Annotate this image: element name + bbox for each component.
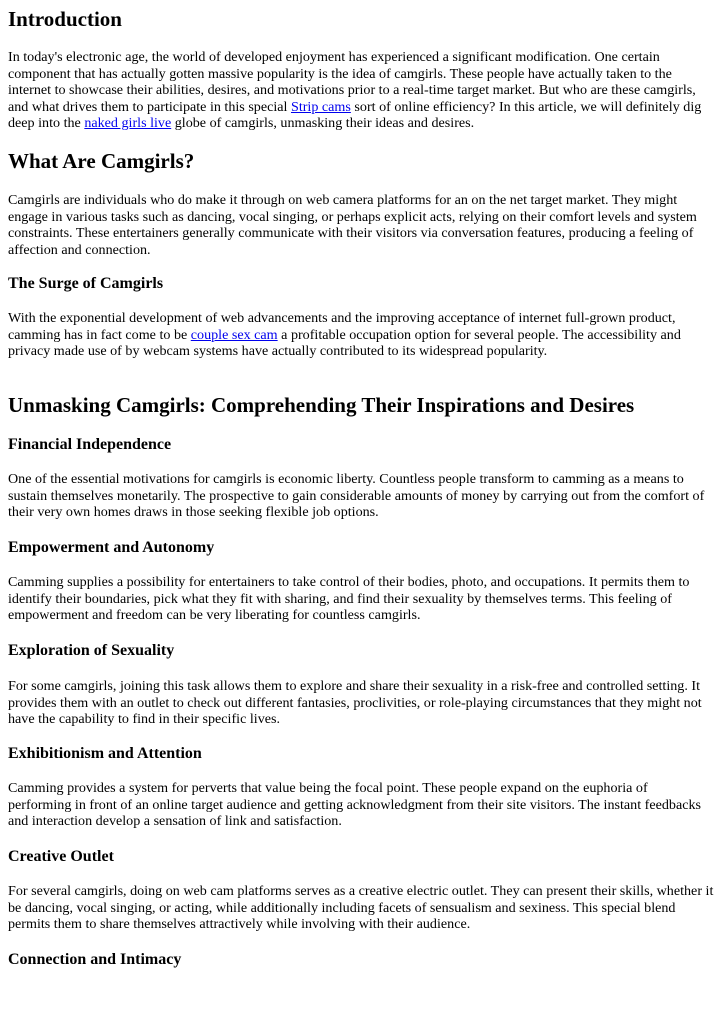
surge-paragraph [8, 310, 714, 360]
couple-sex-cam-link[interactable]: couple sex cam [190, 326, 278, 343]
heading-unmasking: Unmasking Camgirls: Comprehending Their Inspirations and Desires [8, 393, 635, 417]
heading-exploration: Exploration of Sexuality [8, 642, 175, 659]
heading-empowerment: Empowerment and Autonomy [8, 539, 215, 556]
exploration-paragraph: For some camgirls, joining this task allows them to explore and share their sexuality in a risk-free and controlled setting. It provides them with an outlet to check out different fantasies, proclivities, or role-playing circumstances that they might not have the capability to find in their specific lives. [8, 678, 702, 728]
intro-text-3: globe of camgirls, unmasking their ideas and desires. [171, 115, 475, 132]
heading-what-are-camgirls: What Are Camgirls? [8, 149, 195, 173]
empowerment-paragraph: Camming supplies a possibility for entertainers to take control of their bodies, photo, and occupations. It permits them to identify their boundaries, pick what they fit with sharing, and find their sexuality by themselves terms. This feeling of empowerment and freedom can be very liberating for countless camgirls. [8, 574, 690, 624]
intro-paragraph [8, 49, 714, 132]
financial-paragraph: One of the essential motivations for camgirls is economic liberty. Countless people transform to camming as a means to sustain themselves monetarily. The prospective to gain considerable amounts of money by carrying out from the comfort of their very own homes draws in those seeking flexible job options. [8, 471, 705, 521]
intro-text-2: sort of online efficiency? In this article, we will definitely dig deep into the [8, 98, 702, 132]
strip-cams-link[interactable]: Strip cams [290, 98, 351, 115]
naked-girls-live-link[interactable]: naked girls live [84, 115, 172, 132]
surge-text-1: With the exponential development of web advancements and the improving acceptance of internet full-grown product, camming has in fact come to be [8, 310, 676, 343]
creative-paragraph: For several camgirls, doing on web cam platforms serves as a creative electric outlet. They can present their skills, whether it be dancing, vocal singing, or acting, while additionally including facets of sensualism and sexiness. This special blend permits them to share themselves attractively while involving with their audience. [8, 883, 714, 933]
surge-text-2: a profitable occupation option for several people. The accessibility and privacy made use of by webcam systems have actually contributed to its widespread popularity. [8, 326, 681, 360]
intro-text-1: In today's electronic age, the world of developed enjoyment has experienced a significant modification. One certain component that has actually gotten massive popularity is the idea of camgirls. These people have actually taken to the internet to showcase their abilities, desires, and motivations prior to a real-time target market. But who are these camgirls, and what drives them to participate in this special [8, 49, 696, 115]
heading-financial: Financial Independence [8, 436, 172, 453]
what-are-paragraph: Camgirls are individuals who do make it through on web camera platforms for an on the net target market. They might engage in various tasks such as dancing, vocal singing, or perhaps explicit acts, relying on their comfort levels and system constraints. These entertainers generally communicate with their visitors via conversation features, producing a feeling of affection and connection. [8, 192, 697, 258]
heading-exhibitionism: Exhibitionism and Attention [8, 745, 202, 762]
heading-creative: Creative Outlet [8, 848, 114, 865]
heading-connection: Connection and Intimacy [8, 951, 182, 968]
heading-surge: The Surge of Camgirls [8, 275, 164, 292]
exhibitionism-paragraph: Camming provides a system for perverts that value being the focal point. These people expand on the euphoria of performing in front of an online target audience and getting acknowledgment from their site visitors. The instant feedbacks and interaction develop a sensation of link and satisfaction. [8, 780, 702, 830]
heading-introduction: Introduction [8, 7, 122, 31]
